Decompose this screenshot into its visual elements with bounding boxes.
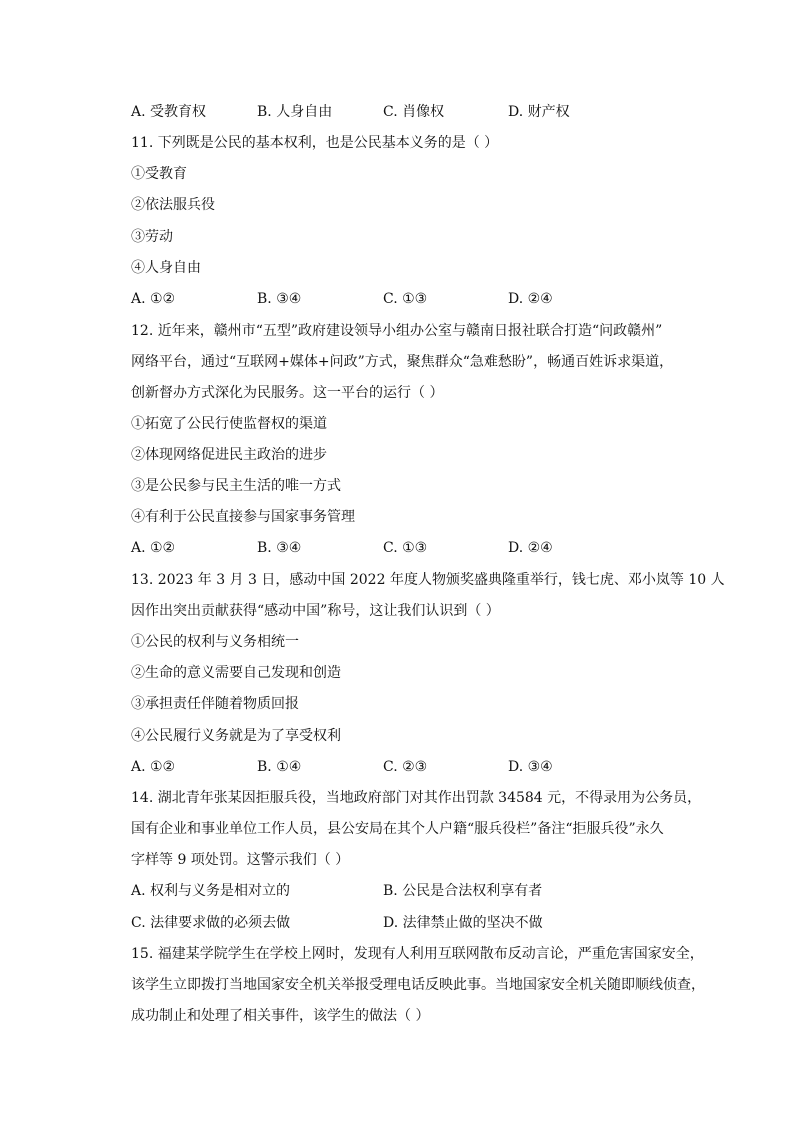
q15-stem-line-2: 该学生立即拨打当地国家安全机关举报受理电话反映此事。当地国家安全机关随即顺线侦查， [131, 977, 705, 993]
q15-stem-line-1: 15. 福建某学院学生在学校上网时，发现有人利用互联网散布反动言论，严重危害国家安全， [131, 946, 704, 962]
option-c: C. ①③ [383, 540, 428, 556]
option-a: A. ①② [131, 759, 176, 775]
q14-options-row-2 [131, 913, 711, 933]
option-a: A. 权利与义务是相对立的 [131, 883, 291, 899]
q13-item-4: ④公民履行义务就是为了享受权利 [131, 728, 341, 744]
q13-item-1: ①公民的权利与义务相统一 [131, 634, 299, 650]
option-d: D. ②④ [508, 291, 553, 307]
q13-item-3: ③承担责任伴随着物质回报 [131, 696, 299, 712]
option-b: B. 公民是合法权利享有者 [383, 883, 543, 899]
q12-stem-line-2: 网络平台，通过“互联网+媒体+问政”方式，聚焦群众“急难愁盼”，畅通百姓诉求渠道， [131, 354, 674, 370]
option-b: B. 人身自由 [257, 104, 333, 120]
option-c: C. 肖像权 [383, 104, 445, 120]
option-c: C. 法律要求做的必须去做 [131, 915, 291, 931]
q13-stem-line-2: 因作出突出贡献获得“感动中国”称号，这让我们认识到（ ） [131, 603, 500, 619]
q11-stem: 11. 下列既是公民的基本权利，也是公民基本义务的是（ ） [131, 135, 499, 151]
q11-item-3: ③劳动 [131, 229, 173, 245]
option-a: A. 受教育权 [131, 104, 207, 120]
q11-item-1: ①受教育 [131, 166, 187, 182]
q12-options [131, 538, 711, 558]
q14-stem-line-2: 国有企业和事业单位工作人员，县公安局在其个人户籍“服兵役栏”备注“拒服兵役”永久 [131, 821, 664, 837]
option-b: B. ③④ [257, 540, 302, 556]
q14-stem-line-1: 14. 湖北青年张某因拒服兵役，当地政府部门对其作出罚款 34584 元，不得录用为公务员， [131, 790, 702, 806]
option-c: C. ②③ [383, 759, 428, 775]
q12-item-1: ①拓宽了公民行使监督权的渠道 [131, 416, 327, 432]
option-a: A. ①② [131, 291, 176, 307]
q11-item-4: ④人身自由 [131, 260, 201, 276]
q12-item-3: ③是公民参与民主生活的唯一方式 [131, 478, 341, 494]
q14-options-row-1 [131, 881, 711, 901]
q12-item-2: ②体现网络促进民主政治的进步 [131, 447, 327, 463]
q13-item-2: ②生命的意义需要自己发现和创造 [131, 665, 341, 681]
option-c: C. ①③ [383, 291, 428, 307]
option-b: B. ①④ [257, 759, 302, 775]
q13-stem-line-1: 13. 2023 年 3 月 3 日，感动中国 2022 年度人物颁奖盛典隆重举行，钱七虎、邓小岚等 10 人 [131, 572, 725, 588]
q15-stem-line-3: 成功制止和处理了相关事件，该学生的做法（ ） [131, 1008, 430, 1024]
option-b: B. ③④ [257, 291, 302, 307]
q12-stem-line-3: 创新督办方式深化为民服务。这一平台的运行（ ） [131, 385, 444, 401]
option-d: D. ③④ [508, 759, 553, 775]
option-a: A. ①② [131, 540, 176, 556]
q12-item-4: ④有利于公民直接参与国家事务管理 [131, 509, 355, 525]
q13-options [131, 757, 711, 777]
q12-stem-line-1: 12. 近年来，赣州市“五型”政府建设领导小组办公室与赣南日报社联合打造“问政赣州” [131, 323, 663, 339]
q10-options [131, 102, 711, 122]
q11-item-2: ②依法服兵役 [131, 197, 215, 213]
q14-stem-line-3: 字样等 9 项处罚。这警示我们（ ） [131, 852, 350, 868]
q11-options [131, 289, 711, 309]
option-d: D. 财产权 [508, 104, 570, 120]
option-d: D. ②④ [508, 540, 553, 556]
option-d: D. 法律禁止做的坚决不做 [383, 915, 543, 931]
